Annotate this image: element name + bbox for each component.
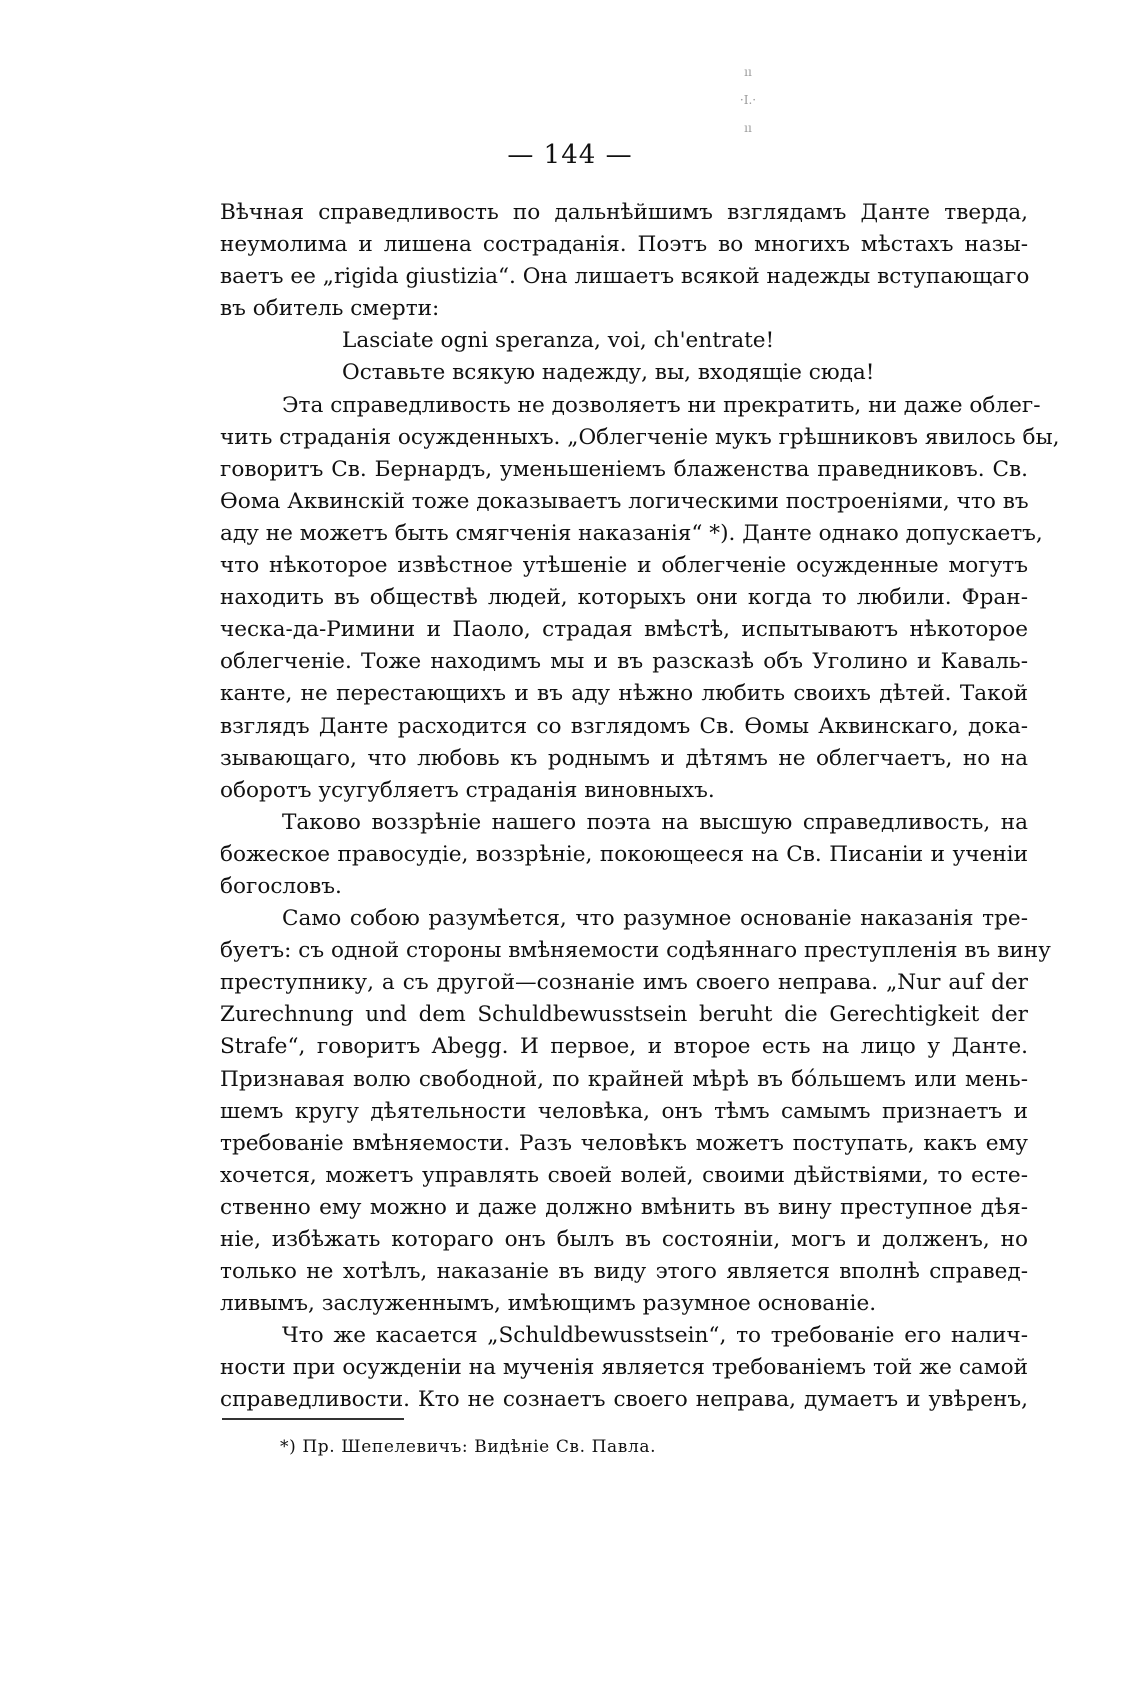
- text-line: ливымъ, заслуженнымъ, имѣющимъ разумное основаніе.: [220, 1291, 877, 1317]
- text-line: что нѣкоторое извѣстное утѣшеніе и облегченіе осужденные могутъ: [220, 553, 1028, 579]
- body-text: [220, 197, 1060, 1417]
- margin-mark: ıı: [744, 65, 752, 79]
- text-line: неумолима и лишена состраданія. Поэтъ во многихъ мѣстахъ назы-: [220, 232, 1028, 258]
- text-line: справедливости. Кто не сознаетъ своего неправа, думаетъ и увѣренъ,: [220, 1387, 1028, 1413]
- text-line: требованіе вмѣняемости. Разъ человѣкъ можетъ поступать, какъ ему: [220, 1130, 1028, 1156]
- page-number: — 144 —: [507, 140, 633, 170]
- text-line: ваетъ ее „rigida giustizia“. Она лишаетъ всякой надежды вступающаго: [220, 264, 1030, 290]
- text-line: канте, не перестающихъ и въ аду нѣжно любить своихъ дѣтей. Такой: [220, 681, 1028, 707]
- text-line: божеское правосудіе, воззрѣніе, покоющееся на Св. Писаніи и ученіи: [220, 841, 1028, 867]
- text-line: только не хотѣлъ, наказаніе въ виду этого является вполнѣ справед-: [220, 1259, 1028, 1285]
- text-line: въ обитель смерти:: [220, 296, 440, 322]
- text-line: чить страданія осужденныхъ. „Облегченіе мукъ грѣшниковъ явилось бы,: [220, 424, 1060, 450]
- text-line: богословъ.: [220, 873, 342, 899]
- text-line: Вѣчная справедливость по дальнѣйшимъ взглядамъ Данте тверда,: [220, 200, 1028, 225]
- text-line: ственно ему можно и даже должно вмѣнить въ вину преступное дѣя-: [220, 1194, 1028, 1220]
- text-line: Само собою разумѣется, что разумное основаніе наказанія тре-: [282, 906, 1028, 932]
- text-line: Lasciate ogni speranza, voi, ch'entrate!: [342, 328, 775, 354]
- text-line: хочется, можетъ управлять своей волей, своими дѣйствіями, то есте-: [220, 1162, 1028, 1188]
- text-line: буетъ: съ одной стороны вмѣняемости содѣяннаго преступленія въ вину: [220, 938, 1051, 964]
- text-line: преступнику, а съ другой—сознаніе имъ своего неправа. „Nur auf der: [220, 970, 1028, 996]
- footnote-rule: [222, 1418, 404, 1420]
- text-line: облегченіе. Тоже находимъ мы и въ разсказѣ объ Уголино и Каваль-: [220, 649, 1028, 675]
- margin-mark: ·I.·: [739, 93, 757, 107]
- text-line: говоритъ Св. Бернардъ, уменьшеніемъ блаженства праведниковъ. Св.: [220, 456, 1028, 482]
- text-line: зывающаго, что любовь къ роднымъ и дѣтямъ не облегчаетъ, но на: [220, 745, 1028, 771]
- text-line: шемъ кругу дѣятельности человѣка, онъ тѣмъ самымъ признаетъ и: [220, 1098, 1028, 1124]
- text-line: ности при осужденіи на мученія является требованіемъ той же самой: [220, 1355, 1028, 1381]
- text-line: Ѳома Аквинскій тоже доказываетъ логическими построеніями, что въ: [220, 488, 1029, 514]
- text-line: аду не можетъ быть смягченія наказанія“ *). Данте однако допускаетъ,: [220, 520, 1043, 546]
- text-line: Zurechnung und dem Schuldbewusstsein beruht die Gerechtigkeit der: [220, 1002, 1028, 1028]
- text-line: оборотъ усугубляетъ страданія виновныхъ.: [220, 777, 715, 803]
- text-line: находить въ обществѣ людей, которыхъ они когда то любили. Фран-: [220, 585, 1028, 611]
- text-line: Оставьте всякую надежду, вы, входящіе сюда!: [342, 360, 875, 386]
- text-line: Таково воззрѣніе нашего поэта на высшую справедливость, на: [282, 809, 1028, 835]
- text-line: Эта справедливость не дозволяетъ ни прекратить, ни даже облег-: [282, 392, 1041, 418]
- text-line: ніе, избѣжать котораго онъ былъ въ состояніи, могъ и долженъ, но: [220, 1227, 1028, 1252]
- text-line: Что же касается „Schuldbewusstsein“, то требованіе его налич-: [282, 1323, 1028, 1349]
- text-line: ческа-да-Римини и Паоло, страдая вмѣстѣ, испытываютъ нѣкоторое: [220, 617, 1028, 643]
- text-line: Strafe“, говоритъ Abegg. И первое, и второе есть на лицо у Данте.: [220, 1034, 1028, 1060]
- margin-mark: ıı: [744, 121, 752, 135]
- text-line: взглядъ Данте расходится со взглядомъ Св. Ѳомы Аквинскаго, дока-: [220, 713, 1028, 739]
- footnote: *) Пр. Шепелевичъ: Видѣніе Св. Павла.: [280, 1437, 657, 1457]
- margin-marks: [728, 58, 768, 142]
- text-line: Признавая волю свободной, по крайней мѣрѣ въ бо́льшемъ или мень-: [220, 1066, 1028, 1092]
